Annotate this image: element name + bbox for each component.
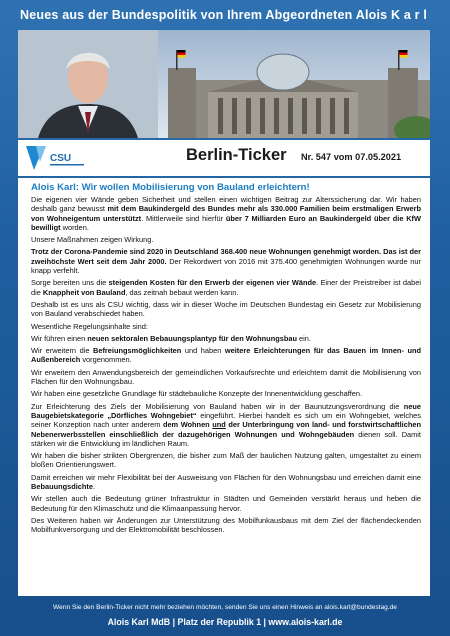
article-headline: Alois Karl: Wir wollen Mobilisierung von Bauland erleichtern!: [31, 182, 310, 193]
footer-address: Alois Karl MdB | Platz der Republik 1 | www.alois-karl.de: [107, 617, 343, 627]
paragraph: Des Weiteren haben wir Änderungen zur Unterstützung des Mobilfunkausbaus mit dem Ziel der flächendeckenden Mobilfunkversorgung und der Elektromobilität beschlossen.: [31, 515, 421, 535]
paragraph: Wir haben eine gesetzliche Grundlage für städtebauliche Konzepte der Innenentwicklung geschaffen.: [31, 389, 363, 399]
title-band: [18, 140, 430, 176]
paragraph: Zur Erleichterung des Ziels der Mobilisierung von Bauland haben wir in der Baunutzungsverordnung die neue Baugebietskategorie „Dörfliches Wohngebiet“ eingeführt. Hierbei handelt es sich um ein Wohngebiet, welches seiner Konzeption nach unter anderem dem Wohnen und der Unterbringung von land- und forstwirtschaftlichen Nebenerwerbsstellen einschließlich der dazugehörigen Wohnungen und Wohngebäuden dienen soll. Damit stärken wir die Entwicklung im ländlichen Raum.: [31, 401, 421, 448]
paragraph: Wir haben die bisher strikten Obergrenzen, die bisher zum Maß der baulichen Nutzung galten, umgestaltet zu einem bloßen Orientierungswert.: [31, 451, 421, 470]
paragraph: Unsere Maßnahmen zeigen Wirkung.: [31, 235, 154, 245]
paragraph: Wir erweitern den Anwendungsbereich der gemeindlichen Vorkaufsrechte und erleichtern damit die Mobilisierung von Flächen für den Wohnungsbau.: [31, 367, 421, 387]
paragraph: Trotz der Corona-Pandemie sind 2020 in Deutschland 368.400 neue Wohnungen genehmigt worden. Das ist der zweihöchste Wert seit dem Jahr 2000. Der Rekordwert von 2016 mit 375.400 genehmigten Wohnungen wurde nur knapp verfehlt.: [31, 247, 421, 276]
unsubscribe-notice: Wenn Sie den Berlin-Ticker nicht mehr beziehen möchten, senden Sie uns einen Hinweis an alois.karl@bundestag.de: [53, 604, 397, 611]
issue-number: Nr. 547 vom 07.05.2021: [301, 152, 402, 162]
paragraph: Damit erreichen wir mehr Flexibilität bei der Ausweisung von Flächen für den Wohnungsbau und erreichen damit eine Bebauungsdichte.: [31, 472, 421, 492]
header-title: Neues aus der Bundespolitik von Ihrem Abgeordneten Alois K a r l: [20, 8, 428, 22]
paragraph: Sorge bereiten uns die steigenden Kosten für den Erwerb der eigenen vier Wände. Einer der Preistreiber ist dabei die Knappheit von Bauland, das zeitnah bebaut werden kann.: [31, 278, 421, 297]
reichstag-photo: [18, 30, 430, 138]
ticker-title: Berlin-Ticker: [186, 146, 287, 164]
paragraph: Deshalb ist es uns als CSU wichtig, dass wir in dieser Woche im Deutschen Bundestag ein Gesetz zur Mobilisierung von Bauland verabschiedet haben.: [31, 299, 421, 319]
paragraph: Wesentliche Regelungsinhalte sind:: [31, 321, 148, 331]
paragraph: Wir stellen auch die Bedeutung grüner Infrastruktur in Städten und Gemeinden verstärkt heraus und heben die Bedeutung für den Klimaschutz und die Klimaanpassung hervor.: [31, 494, 421, 513]
paragraph: Wir erweitern die Befreiungsmöglichkeiten und haben weitere Erleichterungen für das Bauen im Innen- und Außenbereich vorgenommen.: [31, 346, 422, 365]
paragraph: Die eigenen vier Wände geben Sicherheit und stellen einen wichtigen Beitrag zur Alterssicherung dar. Wir haben deshalb ganz bewusst mit dem Baukindergeld des Bundes mehr als 330.000 Familien beim erstmaligen Erwerb von Wohneigentum unterstützt. Mittlerweile sind hierfür über 7 Milliarden Euro an Baukindergeld über die KfW bewilligt worden.: [31, 195, 422, 232]
csu-logo: [22, 144, 90, 172]
paragraph: Wir führen einen neuen sektoralen Bebauungsplantyp für den Wohnungsbau ein.: [31, 333, 311, 343]
article: [18, 178, 430, 596]
hero-image: [18, 30, 430, 138]
csu-logo-text: CSU: [50, 153, 72, 164]
